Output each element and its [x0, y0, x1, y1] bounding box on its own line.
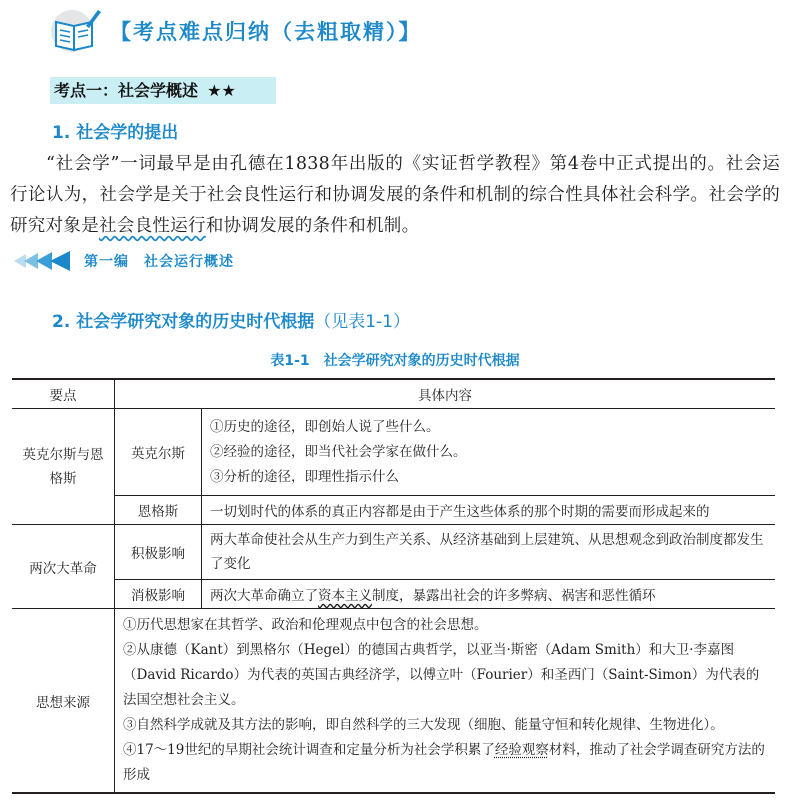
content-line: ②从康德（Kant）到黑格尔（Hegel）的德国古典哲学，以亚当·斯密（Adam Smith）和大卫·李嘉图（David Ricardo）为代表的英国古典经济学，以傅立叶（Fourier）和圣西门（Saint-Simon）为代表的法国空想社会主义。 [123, 642, 760, 708]
content-cell [202, 580, 776, 609]
emphasis-text: 经验观察 [494, 742, 549, 758]
content-cell [115, 609, 776, 794]
sub-label: 英克尔斯 [115, 409, 202, 496]
group-label: 两次大革命 [12, 525, 115, 609]
section-2-ref: （见表1-1） [314, 312, 410, 332]
section-2-heading [52, 307, 410, 332]
chapter-label: 第一编 社会运行概述 [84, 254, 234, 270]
content-text: 制度，暴露出社会的许多弊病、祸害和恶性循环 [372, 588, 656, 604]
key-point-bar [50, 77, 276, 104]
table-header-row [12, 379, 775, 409]
content-cell [202, 409, 776, 496]
emphasis-text: 资本主义 [318, 588, 372, 604]
book-pen-icon [50, 8, 102, 54]
section-2-title: 2. 社会学研究对象的历史时代根据 [52, 312, 315, 332]
table-row [12, 409, 775, 496]
key-point-stars: ★★ [207, 81, 236, 100]
content-cell: 一切划时代的体系的真正内容都是由于产生这些体系的那个时期的需要而形成起来的 [202, 496, 776, 525]
paragraph-text: “社会学”一词最早是由孔德在1838年出版的《实证哲学教程》第4卷中正式提出的。社会运行论认为，社会学是关于社会良性运行和协调发展的条件和机制的综合性具体社会科学。社会学的研究对象是 [10, 154, 780, 236]
header-key-point: 要点 [12, 379, 115, 409]
content-line: ①历代思想家在其哲学、政治和伦理观点中包含的社会思想。 [123, 617, 488, 633]
table-row [12, 496, 775, 525]
table-row [12, 580, 775, 609]
sub-label: 恩格斯 [115, 496, 202, 525]
content-text: 材料，推动了社会学调查研究方法的形成 [123, 742, 765, 783]
paragraph-text-end: 和协调发展的条件和机制。 [205, 216, 420, 236]
section-banner [50, 6, 422, 56]
table-row [12, 525, 775, 580]
history-table [12, 378, 775, 794]
content-text: ④17～19世纪的早期社会统计调查和定量分析为社会学积累了 [123, 742, 495, 758]
content-text: 两次大革命确立了 [210, 588, 318, 604]
chapter-marker [12, 250, 234, 272]
intro-paragraph [10, 149, 780, 242]
section-1-heading: 1. 社会学的提出 [52, 123, 179, 143]
content-line: ①历史的途径，即创始人说了些什么。 [210, 418, 440, 435]
content-cell: 两大革命使社会从生产力到生产关系、从经济基础到上层建筑、从思想观念到政治制度都发生了变化 [202, 525, 776, 580]
content-line [123, 738, 767, 788]
table-caption: 表1-1 社会学研究对象的历史时代根据 [270, 353, 520, 369]
key-point-label: 考点一：社会学概述 [54, 81, 199, 100]
group-label: 思想来源 [12, 609, 115, 794]
table-row [12, 609, 775, 794]
sub-label: 积极影响 [115, 525, 202, 580]
group-label: 英克尔斯与恩格斯 [12, 409, 115, 525]
triangle-arrows-icon [12, 250, 72, 272]
sub-label: 消极影响 [115, 580, 202, 609]
content-line: ③自然科学成就及其方法的影响，即自然科学的三大发现（细胞、能量守恒和转化规律、生物进化）。 [123, 717, 724, 733]
banner-title: 【考点难点归纳（去粗取精）】 [110, 20, 422, 44]
content-line: ②经验的途径，即当代社会学家在做什么。 [210, 443, 467, 460]
header-content: 具体内容 [115, 379, 776, 409]
content-line: ③分析的途径，即理性指示什么 [210, 468, 399, 485]
emphasis-text: 社会良性运行 [99, 216, 206, 236]
